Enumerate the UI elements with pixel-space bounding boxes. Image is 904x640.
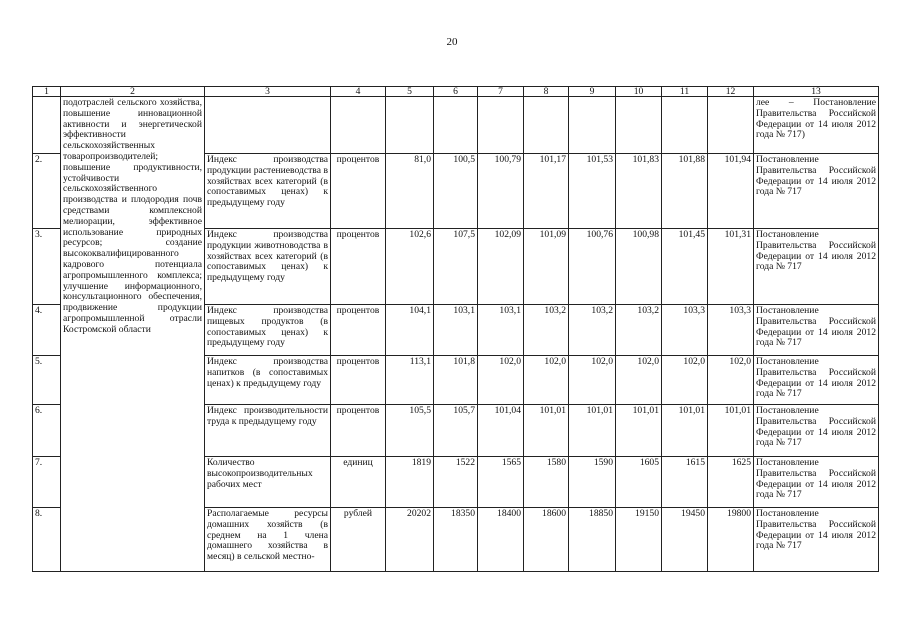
indicator-name: Располагаемые ресурсы домашних хозяйств (в среднем на 1 члена домашнего хозяйства в месяц) в сельской местно- <box>205 508 331 572</box>
column-number: 2 <box>61 87 205 97</box>
value-cell: 105,5 <box>386 405 434 457</box>
value-cell: 1625 <box>708 457 754 508</box>
value-cell: 105,7 <box>434 405 478 457</box>
value-cell: 101,01 <box>662 405 708 457</box>
value-cell: 102,0 <box>524 356 569 405</box>
value-cell: 100,98 <box>616 229 662 305</box>
source-cell: Постановление Правительства Российской Федерации от 14 июля 2012 года № 717 <box>754 356 879 405</box>
value-cell: 103,2 <box>616 305 662 356</box>
page-number: 20 <box>446 36 458 48</box>
column-number: 9 <box>569 87 616 97</box>
value-cell: 18850 <box>569 508 616 572</box>
value-cell: 101,94 <box>708 154 754 229</box>
value-cell: 101,83 <box>616 154 662 229</box>
column-number: 13 <box>754 87 879 97</box>
value-cell: 102,0 <box>569 356 616 405</box>
value-cell: 101,8 <box>434 356 478 405</box>
value-cell: 101,88 <box>662 154 708 229</box>
value-cell: 100,79 <box>478 154 524 229</box>
value-cell: 19150 <box>616 508 662 572</box>
value-cell: 102,09 <box>478 229 524 305</box>
value-cell: 103,2 <box>569 305 616 356</box>
column-number: 11 <box>662 87 708 97</box>
column-number: 6 <box>434 87 478 97</box>
indicator-name: Индекс производства напитков (в сопоставимых ценах) к предыдущему году <box>205 356 331 405</box>
column-number: 5 <box>386 87 434 97</box>
value-cell: 104,1 <box>386 305 434 356</box>
value-cell: 100,76 <box>569 229 616 305</box>
value-cell: 101,01 <box>524 405 569 457</box>
unit-cell: единиц <box>331 457 386 508</box>
value-cell: 101,31 <box>708 229 754 305</box>
value-cell: 102,0 <box>708 356 754 405</box>
value-cell: 18350 <box>434 508 478 572</box>
unit-cell: процентов <box>331 356 386 405</box>
column-number: 7 <box>478 87 524 97</box>
value-cell: 1565 <box>478 457 524 508</box>
row-number: 2. <box>33 154 61 229</box>
column-number-row <box>33 87 879 97</box>
table-row <box>33 97 879 154</box>
indicators-table <box>32 86 879 572</box>
value-cell: 103,1 <box>434 305 478 356</box>
row-number: 8. <box>33 508 61 572</box>
value-cell: 101,01 <box>616 405 662 457</box>
unit-cell: процентов <box>331 305 386 356</box>
row-number: 4. <box>33 305 61 356</box>
value-cell: 101,53 <box>569 154 616 229</box>
source-cell: Постановление Правительства Российской Федерации от 14 июля 2012 года № 717 <box>754 229 879 305</box>
unit-cell: рублей <box>331 508 386 572</box>
row-number <box>33 97 61 154</box>
column-number: 4 <box>331 87 386 97</box>
value-cell: 101,17 <box>524 154 569 229</box>
value-cell: 101,04 <box>478 405 524 457</box>
source-cell: Постановление Правительства Российской Федерации от 14 июля 2012 года № 717 <box>754 154 879 229</box>
value-cell: 20202 <box>386 508 434 572</box>
value-cell: 113,1 <box>386 356 434 405</box>
source-cell: Постановление Правительства Российской Федерации от 14 июля 2012 года № 717 <box>754 405 879 457</box>
value-cell: 1819 <box>386 457 434 508</box>
value-cell: 19800 <box>708 508 754 572</box>
value-cell: 101,01 <box>569 405 616 457</box>
value-cell: 102,0 <box>478 356 524 405</box>
value-cell: 102,0 <box>616 356 662 405</box>
row-number: 3. <box>33 229 61 305</box>
unit-cell: процентов <box>331 229 386 305</box>
value-cell: 103,2 <box>524 305 569 356</box>
goal-cell: подотраслей сельского хозяйства, повышение инновационной активности и энергетической эффективности сельскохозяйственных товаропроизводителей; повышение продуктивности, устойчивости сельскохозяйственного производства и плодородия почв средствами комплексной мелиорации, эффективное использование природных ресурсов; создание высококвалифицированного кадрового потенциала агропромышленного комплекса; улучшение информационного, консультационного обеспечения, продвижение продукции агропромышленной отрасли Костромской области <box>61 97 205 572</box>
value-cell: 102,0 <box>662 356 708 405</box>
value-cell: 18600 <box>524 508 569 572</box>
unit-cell: процентов <box>331 154 386 229</box>
column-number: 10 <box>616 87 662 97</box>
value-cell: 81,0 <box>386 154 434 229</box>
row-number: 7. <box>33 457 61 508</box>
value-cell: 19450 <box>662 508 708 572</box>
value-cell: 18400 <box>478 508 524 572</box>
value-cell: 102,6 <box>386 229 434 305</box>
column-number: 3 <box>205 87 331 97</box>
value-cell: 101,09 <box>524 229 569 305</box>
value-cell: 1615 <box>662 457 708 508</box>
value-cell: 107,5 <box>434 229 478 305</box>
value-cell: 103,1 <box>478 305 524 356</box>
source-cell: Постановление Правительства Российской Федерации от 14 июля 2012 года № 717 <box>754 305 879 356</box>
source-cell: Постановление Правительства Российской Федерации от 14 июля 2012 года № 717 <box>754 457 879 508</box>
indicator-name: Индекс производительности труда к предыдущему году <box>205 405 331 457</box>
source-cell: Постановление Правительства Российской Федерации от 14 июля 2012 года № 717 <box>754 508 879 572</box>
column-number: 12 <box>708 87 754 97</box>
value-cell: 103,3 <box>662 305 708 356</box>
indicator-name: Индекс производства продукции растениеводства в хозяйствах всех категорий (в сопоставимых ценах) к предыдущему году <box>205 154 331 229</box>
value-cell: 100,5 <box>434 154 478 229</box>
value-cell: 103,3 <box>708 305 754 356</box>
value-cell: 1580 <box>524 457 569 508</box>
value-cell: 1590 <box>569 457 616 508</box>
column-number: 1 <box>33 87 61 97</box>
value-cell: 101,01 <box>708 405 754 457</box>
indicator-name: Индекс производства продукции животноводства в хозяйствах всех категорий (в сопоставимых ценах) к предыдущему году <box>205 229 331 305</box>
unit-cell: процентов <box>331 405 386 457</box>
value-cell: 1522 <box>434 457 478 508</box>
column-number: 8 <box>524 87 569 97</box>
source-cell: лее – Постановление Правительства Российской Федерации от 14 июля 2012 года № 717) <box>754 97 879 154</box>
value-cell: 101,45 <box>662 229 708 305</box>
indicator-name: Индекс производства пищевых продуктов (в сопоставимых ценах) к предыдущему году <box>205 305 331 356</box>
value-cell: 1605 <box>616 457 662 508</box>
row-number: 5. <box>33 356 61 405</box>
indicator-name: Количество высокопроизводительных рабочих мест <box>205 457 331 508</box>
row-number: 6. <box>33 405 61 457</box>
